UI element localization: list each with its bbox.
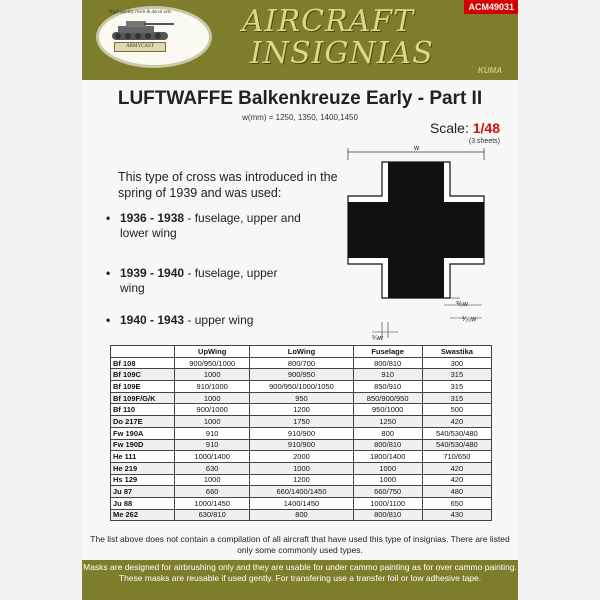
page-title: LUFTWAFFE Balkenkreuze Early - Part II [117, 88, 483, 109]
size-cell: 1000/1450 [175, 497, 250, 509]
size-cell: 420 [422, 462, 491, 474]
table-header: Swastika [422, 346, 491, 358]
size-cell: 710/650 [422, 451, 491, 463]
table-row [111, 462, 492, 474]
aircraft-type-cell: Bf 108 [111, 357, 175, 369]
scale-value: 1/48 [472, 120, 500, 136]
size-cell: 1200 [250, 474, 353, 486]
intro-text: This type of cross was introduced in the spring of 1939 and was used: [118, 170, 338, 200]
table-row [111, 416, 492, 428]
size-cell: 300 [422, 357, 491, 369]
size-cell: 910/900 [250, 439, 353, 451]
logo-banner: ARMYCAST [114, 42, 166, 52]
table-header: Fuselage [353, 346, 422, 358]
size-cell: 650 [422, 497, 491, 509]
table-row [111, 486, 492, 498]
cross-black [348, 162, 484, 298]
size-cell: 540/530/480 [422, 427, 491, 439]
table-row [111, 427, 492, 439]
size-cell: 420 [422, 416, 491, 428]
size-cell: 800 [250, 509, 353, 521]
bullet: • [106, 266, 111, 280]
brand-title-line1: AIRCRAFT [242, 4, 415, 39]
size-cell: 630 [175, 462, 250, 474]
table-header: UpWing [175, 346, 250, 358]
table-row [111, 381, 492, 393]
size-cell: 430 [422, 509, 491, 521]
aircraft-type-cell: Ju 87 [111, 486, 175, 498]
balkenkreuz-diagram [82, 0, 518, 340]
size-cell: 500 [422, 404, 491, 416]
usage-text: - upper wing [184, 313, 254, 327]
width-label: w [414, 145, 420, 152]
size-cell: 1000 [175, 369, 250, 381]
usage-years: 1939 - 1940 [120, 266, 185, 280]
usage-text: - fuselage, upper and lower wing [120, 211, 301, 240]
size-cell: 850/900/950 [353, 392, 422, 404]
aircraft-type-cell: Do 217E [111, 416, 175, 428]
usage-years: 1940 - 1943 [120, 313, 185, 327]
size-cell: 480 [422, 486, 491, 498]
table-header: LoWing [250, 346, 353, 358]
size-cell: 910 [353, 369, 422, 381]
aircraft-type-cell: Bf 109C [111, 369, 175, 381]
size-cell: 1750 [250, 416, 353, 428]
footer-band: Masks are designed for airbrushing only and they are usable for under cammo painting as for over cammo painting. These masks are reusable if used gently. For transfering use a transfer foil or low adhesive tape. [82, 560, 518, 600]
table-row [111, 404, 492, 416]
size-cell: 1000 [175, 392, 250, 404]
usage-years: 1936 - 1938 [120, 211, 185, 225]
size-cell: 1000/1400 [175, 451, 250, 463]
size-cell: 800/810 [353, 357, 422, 369]
aircraft-type-cell: He 219 [111, 462, 175, 474]
bullet: • [106, 313, 111, 327]
size-cell: 1250 [353, 416, 422, 428]
size-cell: 900/950/1000 [175, 357, 250, 369]
table-row [111, 497, 492, 509]
size-cell: 900/950 [250, 369, 353, 381]
size-list: w(mm) = 1250, 1350, 1400,1450 [242, 113, 358, 122]
size-cell: 1000 [250, 462, 353, 474]
scale-text: Scale: [429, 120, 469, 136]
table-row [111, 392, 492, 404]
size-cell: 910/900 [250, 427, 353, 439]
size-cell: 1400/1450 [250, 497, 353, 509]
size-cell: 1000/1100 [353, 497, 422, 509]
size-cell: 910/1000 [175, 381, 250, 393]
size-cell: 630/810 [175, 509, 250, 521]
table-row [111, 451, 492, 463]
size-cell: 315 [422, 369, 491, 381]
size-cell: 950/1000 [353, 404, 422, 416]
dim-label-c: ¼w [372, 335, 383, 340]
table-header [111, 346, 175, 358]
size-cell: 800 [353, 427, 422, 439]
size-cell: 1800/1400 [353, 451, 422, 463]
size-cell: 420 [422, 474, 491, 486]
aircraft-type-cell: Fw 190D [111, 439, 175, 451]
logo-tagline: High quality resin & decal sets [108, 10, 172, 15]
size-cell: 315 [422, 381, 491, 393]
aircraft-type-cell: He 111 [111, 451, 175, 463]
table-note: The list above does not contain a compilation of all aircraft that have used this type of insignias. There are listed only some commonly used types. [90, 534, 510, 555]
aircraft-type-cell: Bf 109F/G/K [111, 392, 175, 404]
brand-title-line2: INSIGNIAS [250, 36, 434, 71]
size-cell: 900/1000 [175, 404, 250, 416]
size-cell: 1000 [353, 474, 422, 486]
size-cell: 1000 [353, 462, 422, 474]
aircraft-type-cell: Bf 109E [111, 381, 175, 393]
size-cell: 660/1400/1450 [250, 486, 353, 498]
table-row [111, 439, 492, 451]
kuma-logo: KUMA [478, 66, 502, 75]
aircraft-type-cell: Bf 110 [111, 404, 175, 416]
usage-text: - fuselage, upper wing [120, 266, 278, 295]
product-code-badge: ACM49031 [464, 0, 518, 14]
aircraft-type-cell: Fw 190A [111, 427, 175, 439]
dim-label-a: ⅗w [456, 301, 468, 308]
size-cell: 910 [175, 439, 250, 451]
table-row [111, 474, 492, 486]
size-cell: 800/700 [250, 357, 353, 369]
sheet-count: (3 sheets) [468, 138, 500, 145]
size-cell: 1000 [175, 474, 250, 486]
dim-label-b: ¹⁄₂₀w [462, 316, 477, 323]
size-cell: 540/530/480 [422, 439, 491, 451]
table-row [111, 369, 492, 381]
size-cell: 315 [422, 392, 491, 404]
bullet: • [106, 211, 111, 225]
size-cell: 660 [175, 486, 250, 498]
table-row [111, 509, 492, 521]
aircraft-type-cell: Me 262 [111, 509, 175, 521]
size-cell: 1000 [175, 416, 250, 428]
product-sheet [82, 0, 518, 600]
table-row [111, 357, 492, 369]
aircraft-type-cell: Ju 88 [111, 497, 175, 509]
aircraft-type-cell: Hs 129 [111, 474, 175, 486]
size-cell: 660/750 [353, 486, 422, 498]
size-cell: 910 [175, 427, 250, 439]
size-cell: 850/910 [353, 381, 422, 393]
size-cell: 800/810 [353, 509, 422, 521]
size-cell: 900/950/1000/1050 [250, 381, 353, 393]
table-header-row [111, 346, 492, 358]
size-table [110, 345, 492, 521]
size-cell: 1200 [250, 404, 353, 416]
size-cell: 950 [250, 392, 353, 404]
size-cell: 800/810 [353, 439, 422, 451]
size-cell: 2000 [250, 451, 353, 463]
